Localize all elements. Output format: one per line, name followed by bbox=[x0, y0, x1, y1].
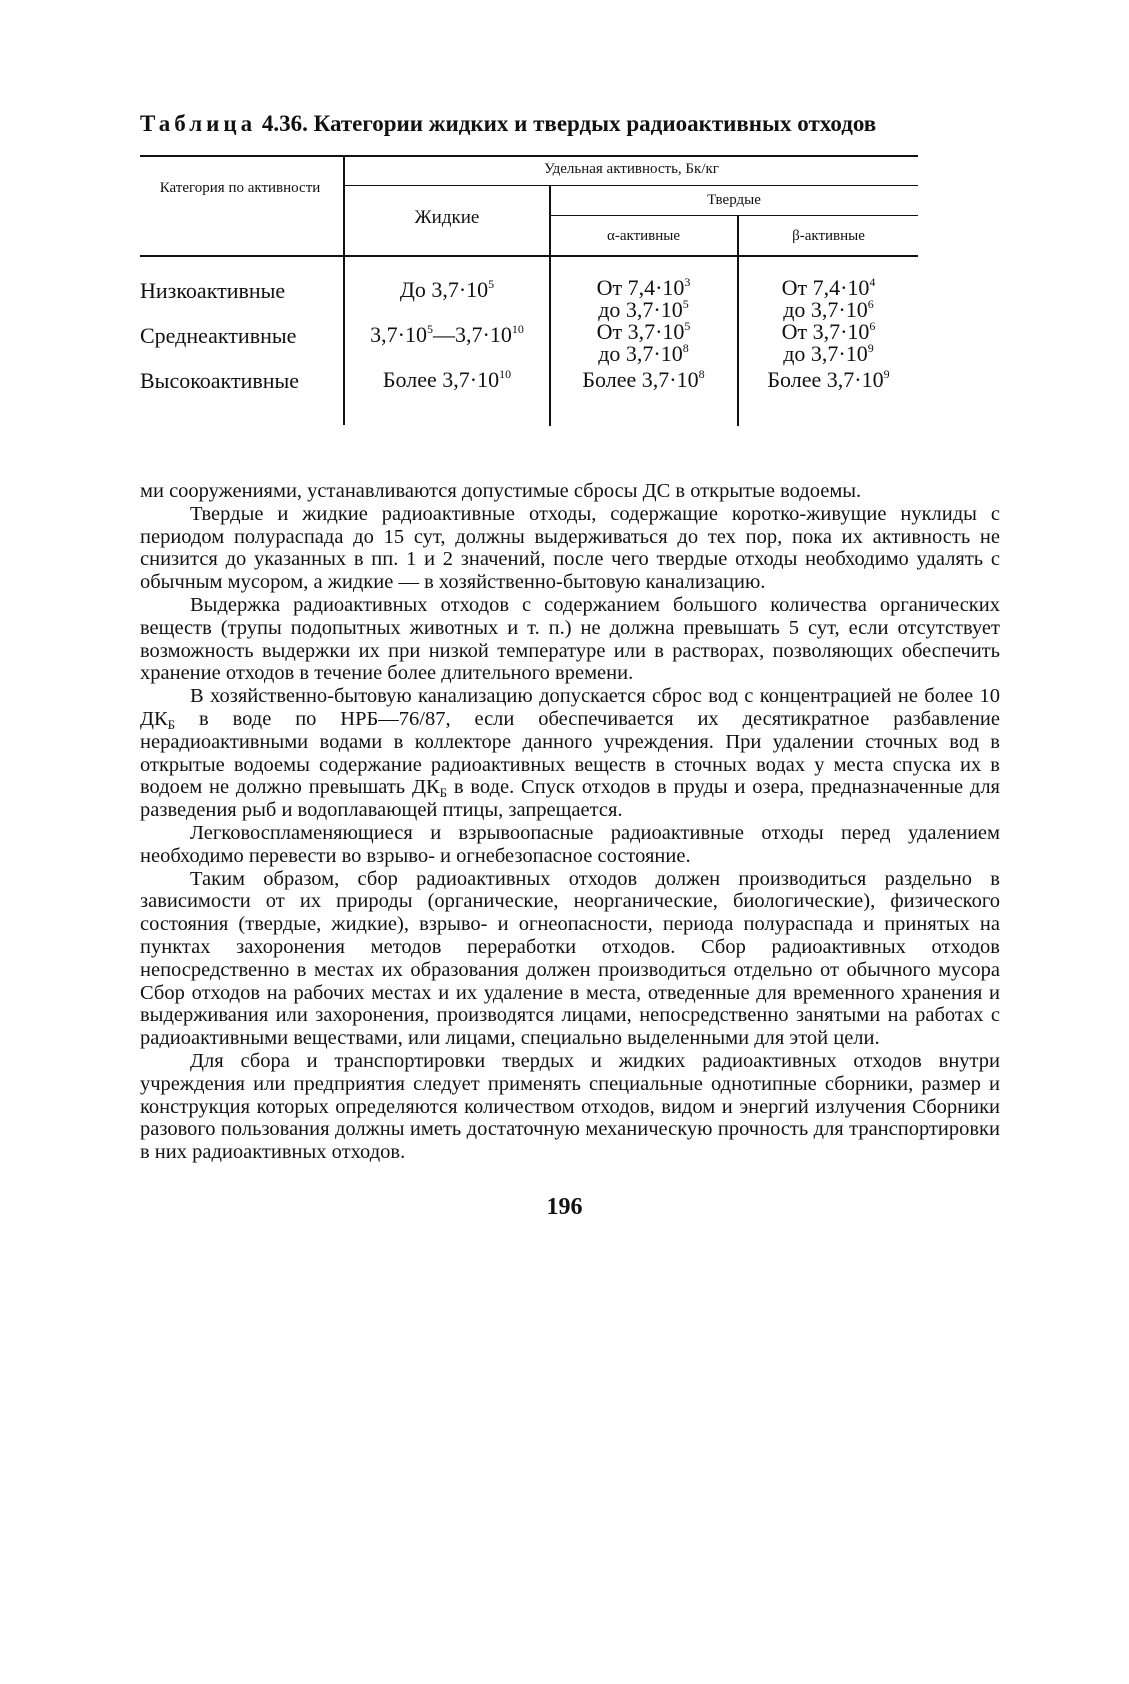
table-top-rule bbox=[140, 155, 918, 157]
cell-low-beta: От $7,4\cdot 10^4$ до $3,7\cdot 10^6$ bbox=[781, 275, 876, 322]
cell-high-alpha: Более $3,7\cdot 10^8$ bbox=[582, 367, 705, 392]
paragraph: ми сооружениями, устанавливаются допустимые сбросы ДС в открытые водоемы. bbox=[140, 480, 862, 502]
paragraph: Твердые и жидкие радиоактивные отходы, содержащие коротко-живущие нуклиды с периодом полураспада до 15 сут, должны выдерживаться до тех пор, пока их активность не снизится до указанных в пп. 1 и 2 значений, после чего твердые отходы необходимо удалять с обычным мусором, а жидкие — в хозяйственно-бытовую канализацию. bbox=[140, 502, 1000, 594]
header-rule-2 bbox=[550, 215, 918, 216]
cell-medium-beta: От $3,7\cdot 10^6$ до $3,7\cdot 10^9$ bbox=[781, 319, 876, 366]
cell-low-alpha: От $7,4\cdot 10^3$ до $3,7\cdot 10^5$ bbox=[596, 275, 691, 322]
page-number: 196 bbox=[546, 1194, 583, 1220]
cell-high-beta: Более $3,7\cdot 10^9$ bbox=[767, 367, 890, 392]
cell-low-liquid: До $3,7\cdot 10^5$ bbox=[399, 277, 495, 302]
row-category-medium: Среднеактивные bbox=[140, 323, 297, 348]
paragraph: Для сбора и транспортировки твердых и жидких радиоактивных отходов внутри учреждения или предприятия следует применять специальные однотипные сборники, размер и конструкция которых определяются количеством отходов, видом и энергий излучения Сборники разового пользования должны иметь достаточную механическую прочность для транспортировки в них радиоактивных отходов. bbox=[140, 1049, 1000, 1164]
table-label: Таблица bbox=[140, 111, 257, 136]
paragraph: Таким образом, сбор радиоактивных отходов должен производиться раздельно в зависимости от их природы (органические, неорганические, биологические), физического состояния (твердые, жидкие), взрыво- и огнеопасности, периода полураспада и принятых на пунктах захоронения методов переработки отходов. Сбор радиоактивных отходов непосредственно в местах их образования должен производиться отдельно от обычного мусора Сбор отходов на рабочих местах и их удаление в места, отведенные для временного хранения и выдерживания или захоронения, производятся лицами, непосредственно занятыми на работах с радиоактивными веществами, или лицами, специально выделенными для этой цели. bbox=[140, 867, 1000, 1050]
body-text bbox=[140, 480, 1000, 1164]
header-rule-1 bbox=[345, 185, 918, 186]
cell-high-liquid: Более $3,7\cdot 10^{10}$ bbox=[382, 367, 512, 392]
paragraph: В хозяйственно-бытовую канализацию допускается сброс вод с концентрацией не более 10 $ДК_Б$ в воде по НРБ—76/87, если обеспечивается их десятикратное разбавление нерадиоактивными водами в коллекторе данного учреждения. При удалении сточных вод в открытые водоемы содержание радиоактивных веществ в сточных водах у места спуска их в водоем не должно превышать $ДК_Б$ в воде. Спуск отходов в пруды и озера, предназначенные для разведения рыб и водоплавающей птицы, запрещается. bbox=[140, 685, 1000, 822]
header-liquid: Жидкие bbox=[414, 207, 480, 228]
header-beta: β-активные bbox=[792, 228, 865, 244]
header-alpha: α-активные bbox=[606, 228, 681, 244]
row-category-low: Низкоактивные bbox=[140, 278, 286, 303]
cell-medium-alpha: От $3,7\cdot 10^5$ до $3,7\cdot 10^8$ bbox=[596, 319, 691, 366]
table-caption bbox=[140, 111, 1000, 137]
table-title: 4.36. Категории жидких и твердых радиоактивных отходов bbox=[261, 111, 877, 136]
activity-categories-table bbox=[140, 155, 1000, 460]
header-bottom-rule bbox=[140, 255, 918, 257]
paragraph: Выдержка радиоактивных отходов с содержанием большого количества органических веществ (трупы подопытных животных и т. п.) не должна превышать 5 сут, если отсутствует возможность выдержки их при низкой температуре или в растворах, позволяющих обеспечить хранение отходов в течение более длительного времени. bbox=[140, 593, 1000, 685]
paragraph: Легковоспламеняющиеся и взрывоопасные радиоактивные отходы перед удалением необходимо перевести во взрыво- и огнебезопасное состояние. bbox=[140, 821, 1000, 867]
header-solid: Твердые bbox=[707, 192, 761, 208]
header-specific-activity: Удельная активность, Бк/кг bbox=[544, 161, 719, 177]
header-category: Категория по активности bbox=[159, 180, 321, 196]
row-category-high: Высокоактивные bbox=[140, 368, 300, 393]
cell-medium-liquid: $3,7\cdot 10^5—3,7\cdot 10^{10}$ bbox=[370, 322, 524, 347]
